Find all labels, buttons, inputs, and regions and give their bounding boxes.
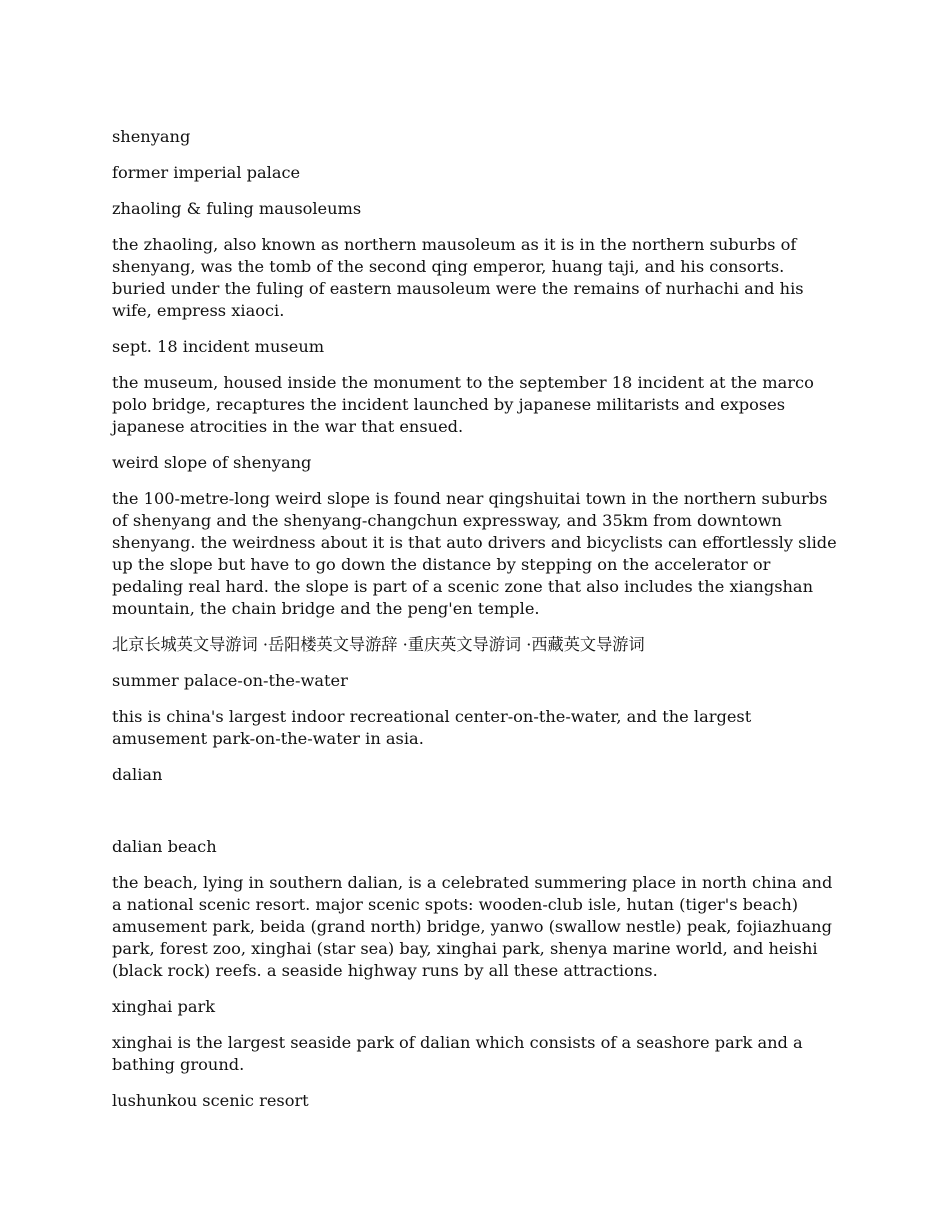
paragraph-weird-slope: the 100-metre-long weird slope is found near qingshuitai town in the northern suburbs of shenyang and the shenyang-changchun expressway, and 35km from downtown shenyang. the weirdness about it is that auto drivers and bicyclists can effortlessly slide up the slope but have to go down the distance by stepping on the accelerator or pedaling real hard. the slope is part of a scenic zone that also includes the xiangshan mountain, the chain bridge and the peng'en temple. [112,489,837,618]
paragraph-xinghai-park: xinghai is the largest seaside park of dalian which consists of a seashore park and a bathing ground. [112,1033,803,1074]
related-links-line: 北京长城英文导游词 ·岳阳楼英文导游辞 ·重庆英文导游词 ·西藏英文导游词 [112,635,645,654]
paragraph-summer-palace: this is china's largest indoor recreational center-on-the-water, and the largest amusement park-on-the-water in asia. [112,707,752,748]
heading-dalian: dalian [112,765,163,784]
heading-shenyang: shenyang [112,127,191,146]
paragraph-zhaoling: the zhaoling, also known as northern mausoleum as it is in the northern suburbs of shenyang, was the tomb of the second qing emperor, huang taji, and his consorts. buried under the fuling of eastern mausoleum were the remains of nurhachi and his wife, empress xiaoci. [112,235,804,320]
paragraph-dalian-beach: the beach, lying in southern dalian, is a celebrated summering place in north china and a national scenic resort. major scenic spots: wooden-club isle, hutan (tiger's beach) amusement park, beida (grand north) bridge, yanwo (swallow nestle) peak, fojiazhuang park, forest zoo, xinghai (star sea) bay, xinghai park, shenya marine world, and heishi (black rock) reefs. a seaside highway runs by all these attractions. [112,873,833,980]
paragraph-sept18-museum: the museum, housed inside the monument to the september 18 incident at the marco polo bridge, recaptures the incident launched by japanese militarists and exposes japanese atrocities in the war that ensued. [112,373,814,436]
heading-lushunkou: lushunkou scenic resort [112,1091,309,1110]
blank-line [112,800,838,836]
heading-zhaoling-fuling: zhaoling & fuling mausoleums [112,199,362,218]
heading-former-imperial-palace: former imperial palace [112,163,301,182]
heading-xinghai-park: xinghai park [112,997,216,1016]
heading-sept18-museum: sept. 18 incident museum [112,337,325,356]
heading-weird-slope: weird slope of shenyang [112,453,312,472]
document-page [112,126,838,1126]
heading-summer-palace: summer palace-on-the-water [112,671,348,690]
heading-dalian-beach: dalian beach [112,837,217,856]
